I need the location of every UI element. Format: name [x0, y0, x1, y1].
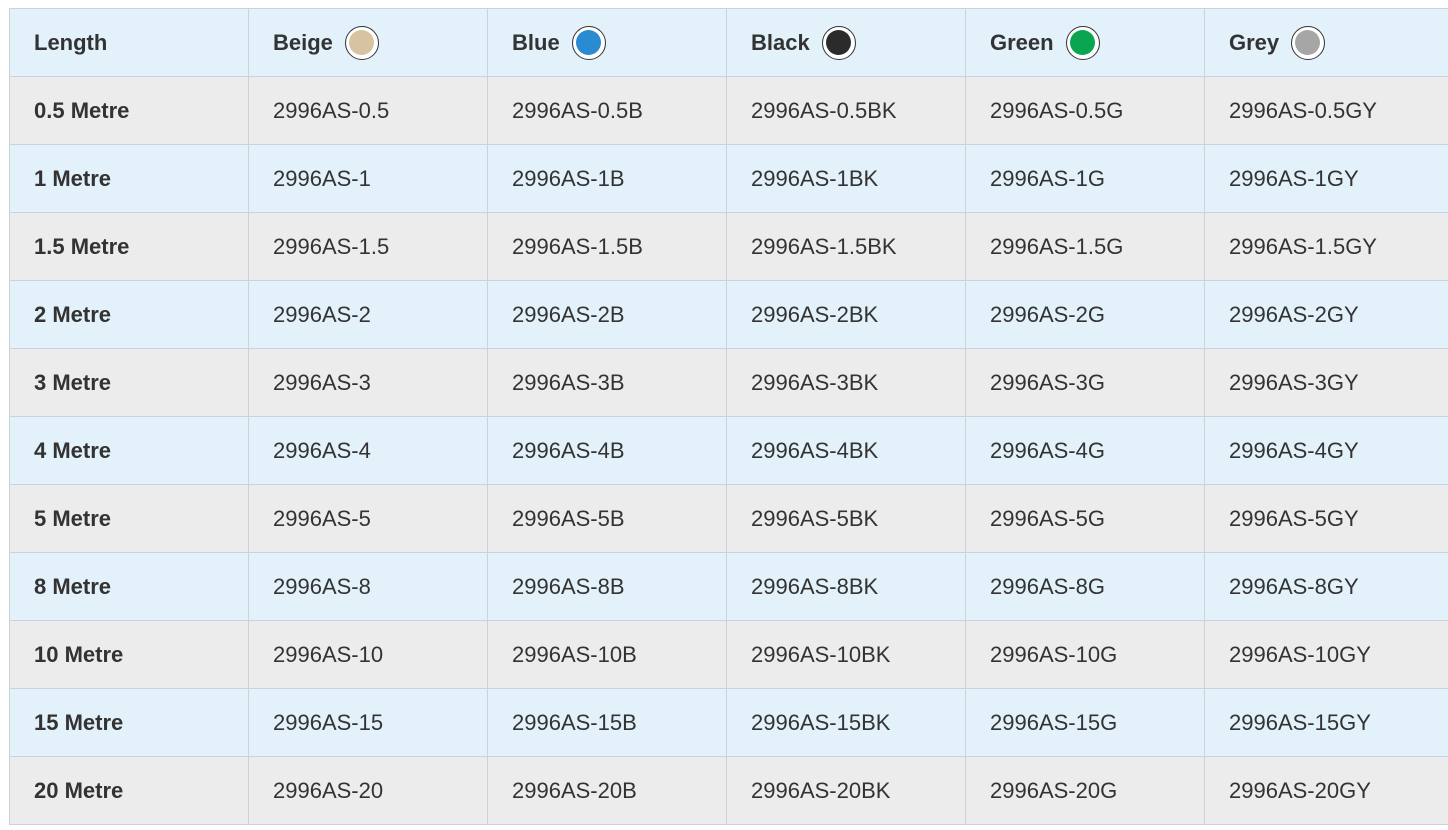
- length-cell: 8 Metre: [10, 553, 249, 621]
- product-code-cell: 2996AS-3GY: [1205, 349, 1448, 417]
- length-cell: 15 Metre: [10, 689, 249, 757]
- product-code-cell: 2996AS-4B: [488, 417, 727, 485]
- product-code-cell: 2996AS-10BK: [727, 621, 966, 689]
- product-code-cell: 2996AS-8B: [488, 553, 727, 621]
- product-code-cell: 2996AS-15GY: [1205, 689, 1448, 757]
- product-code-cell: 2996AS-5: [249, 485, 488, 553]
- table-header-row: [10, 9, 1448, 77]
- product-code-cell: 2996AS-0.5GY: [1205, 77, 1448, 145]
- product-code-cell: 2996AS-8G: [966, 553, 1205, 621]
- length-cell: 10 Metre: [10, 621, 249, 689]
- product-code-cell: 2996AS-1.5GY: [1205, 213, 1448, 281]
- table-row: [10, 553, 1448, 621]
- table-row: [10, 213, 1448, 281]
- product-code-cell: 2996AS-5B: [488, 485, 727, 553]
- length-cell: 4 Metre: [10, 417, 249, 485]
- length-cell: 5 Metre: [10, 485, 249, 553]
- table-row: [10, 417, 1448, 485]
- product-code-cell: 2996AS-20BK: [727, 757, 966, 825]
- product-code-cell: 2996AS-3: [249, 349, 488, 417]
- product-code-table-container: [9, 8, 1448, 830]
- table-row: [10, 145, 1448, 213]
- product-code-cell: 2996AS-4GY: [1205, 417, 1448, 485]
- product-code-cell: 2996AS-2G: [966, 281, 1205, 349]
- product-code-cell: 2996AS-4BK: [727, 417, 966, 485]
- color-column-label: Green: [990, 29, 1054, 55]
- product-code-cell: 2996AS-10G: [966, 621, 1205, 689]
- length-column-header: Length: [10, 9, 249, 77]
- product-code-cell: 2996AS-10GY: [1205, 621, 1448, 689]
- table-row: [10, 281, 1448, 349]
- product-code-cell: 2996AS-5G: [966, 485, 1205, 553]
- color-column-header: [1205, 9, 1448, 77]
- green-swatch-icon: [1066, 26, 1100, 60]
- product-code-cell: 2996AS-3B: [488, 349, 727, 417]
- color-column-header: [727, 9, 966, 77]
- product-code-cell: 2996AS-8BK: [727, 553, 966, 621]
- product-code-cell: 2996AS-15G: [966, 689, 1205, 757]
- product-code-cell: 2996AS-15B: [488, 689, 727, 757]
- table-row: [10, 757, 1448, 825]
- product-code-cell: 2996AS-20GY: [1205, 757, 1448, 825]
- product-code-cell: 2996AS-0.5: [249, 77, 488, 145]
- product-code-cell: 2996AS-5BK: [727, 485, 966, 553]
- product-code-cell: 2996AS-1.5B: [488, 213, 727, 281]
- product-code-cell: 2996AS-20: [249, 757, 488, 825]
- product-code-cell: 2996AS-0.5B: [488, 77, 727, 145]
- table-body: [10, 77, 1448, 825]
- product-code-cell: 2996AS-1.5BK: [727, 213, 966, 281]
- length-cell: 3 Metre: [10, 349, 249, 417]
- table-row: [10, 621, 1448, 689]
- product-code-cell: 2996AS-2: [249, 281, 488, 349]
- product-code-cell: 2996AS-1G: [966, 145, 1205, 213]
- product-code-cell: 2996AS-2BK: [727, 281, 966, 349]
- product-code-cell: 2996AS-8GY: [1205, 553, 1448, 621]
- product-code-cell: 2996AS-8: [249, 553, 488, 621]
- product-code-cell: 2996AS-1.5: [249, 213, 488, 281]
- color-column-header: [966, 9, 1205, 77]
- product-code-table: [9, 8, 1448, 825]
- black-swatch-icon: [822, 26, 856, 60]
- table-row: [10, 77, 1448, 145]
- color-column-label: Grey: [1229, 29, 1280, 55]
- product-code-cell: 2996AS-10: [249, 621, 488, 689]
- table-row: [10, 689, 1448, 757]
- product-code-cell: 2996AS-3BK: [727, 349, 966, 417]
- color-column-label: Black: [751, 29, 810, 55]
- product-code-cell: 2996AS-20B: [488, 757, 727, 825]
- product-code-cell: 2996AS-2GY: [1205, 281, 1448, 349]
- product-code-cell: 2996AS-15: [249, 689, 488, 757]
- product-code-cell: 2996AS-15BK: [727, 689, 966, 757]
- product-code-cell: 2996AS-1BK: [727, 145, 966, 213]
- grey-swatch-icon: [1291, 26, 1325, 60]
- length-cell: 1 Metre: [10, 145, 249, 213]
- length-cell: 1.5 Metre: [10, 213, 249, 281]
- length-cell: 20 Metre: [10, 757, 249, 825]
- table-row: [10, 349, 1448, 417]
- beige-swatch-icon: [345, 26, 379, 60]
- product-code-cell: 2996AS-1: [249, 145, 488, 213]
- product-code-cell: 2996AS-0.5G: [966, 77, 1205, 145]
- product-code-cell: 2996AS-4: [249, 417, 488, 485]
- blue-swatch-icon: [572, 26, 606, 60]
- product-code-cell: 2996AS-1GY: [1205, 145, 1448, 213]
- product-code-cell: 2996AS-5GY: [1205, 485, 1448, 553]
- product-code-cell: 2996AS-3G: [966, 349, 1205, 417]
- color-column-header: [249, 9, 488, 77]
- color-column-header: [488, 9, 727, 77]
- product-code-cell: 2996AS-1B: [488, 145, 727, 213]
- color-column-label: Blue: [512, 29, 560, 55]
- product-code-cell: 2996AS-1.5G: [966, 213, 1205, 281]
- product-code-cell: 2996AS-20G: [966, 757, 1205, 825]
- product-code-cell: 2996AS-2B: [488, 281, 727, 349]
- length-cell: 2 Metre: [10, 281, 249, 349]
- color-column-label: Beige: [273, 29, 333, 55]
- product-code-cell: 2996AS-0.5BK: [727, 77, 966, 145]
- product-code-cell: 2996AS-4G: [966, 417, 1205, 485]
- table-row: [10, 485, 1448, 553]
- product-code-cell: 2996AS-10B: [488, 621, 727, 689]
- length-cell: 0.5 Metre: [10, 77, 249, 145]
